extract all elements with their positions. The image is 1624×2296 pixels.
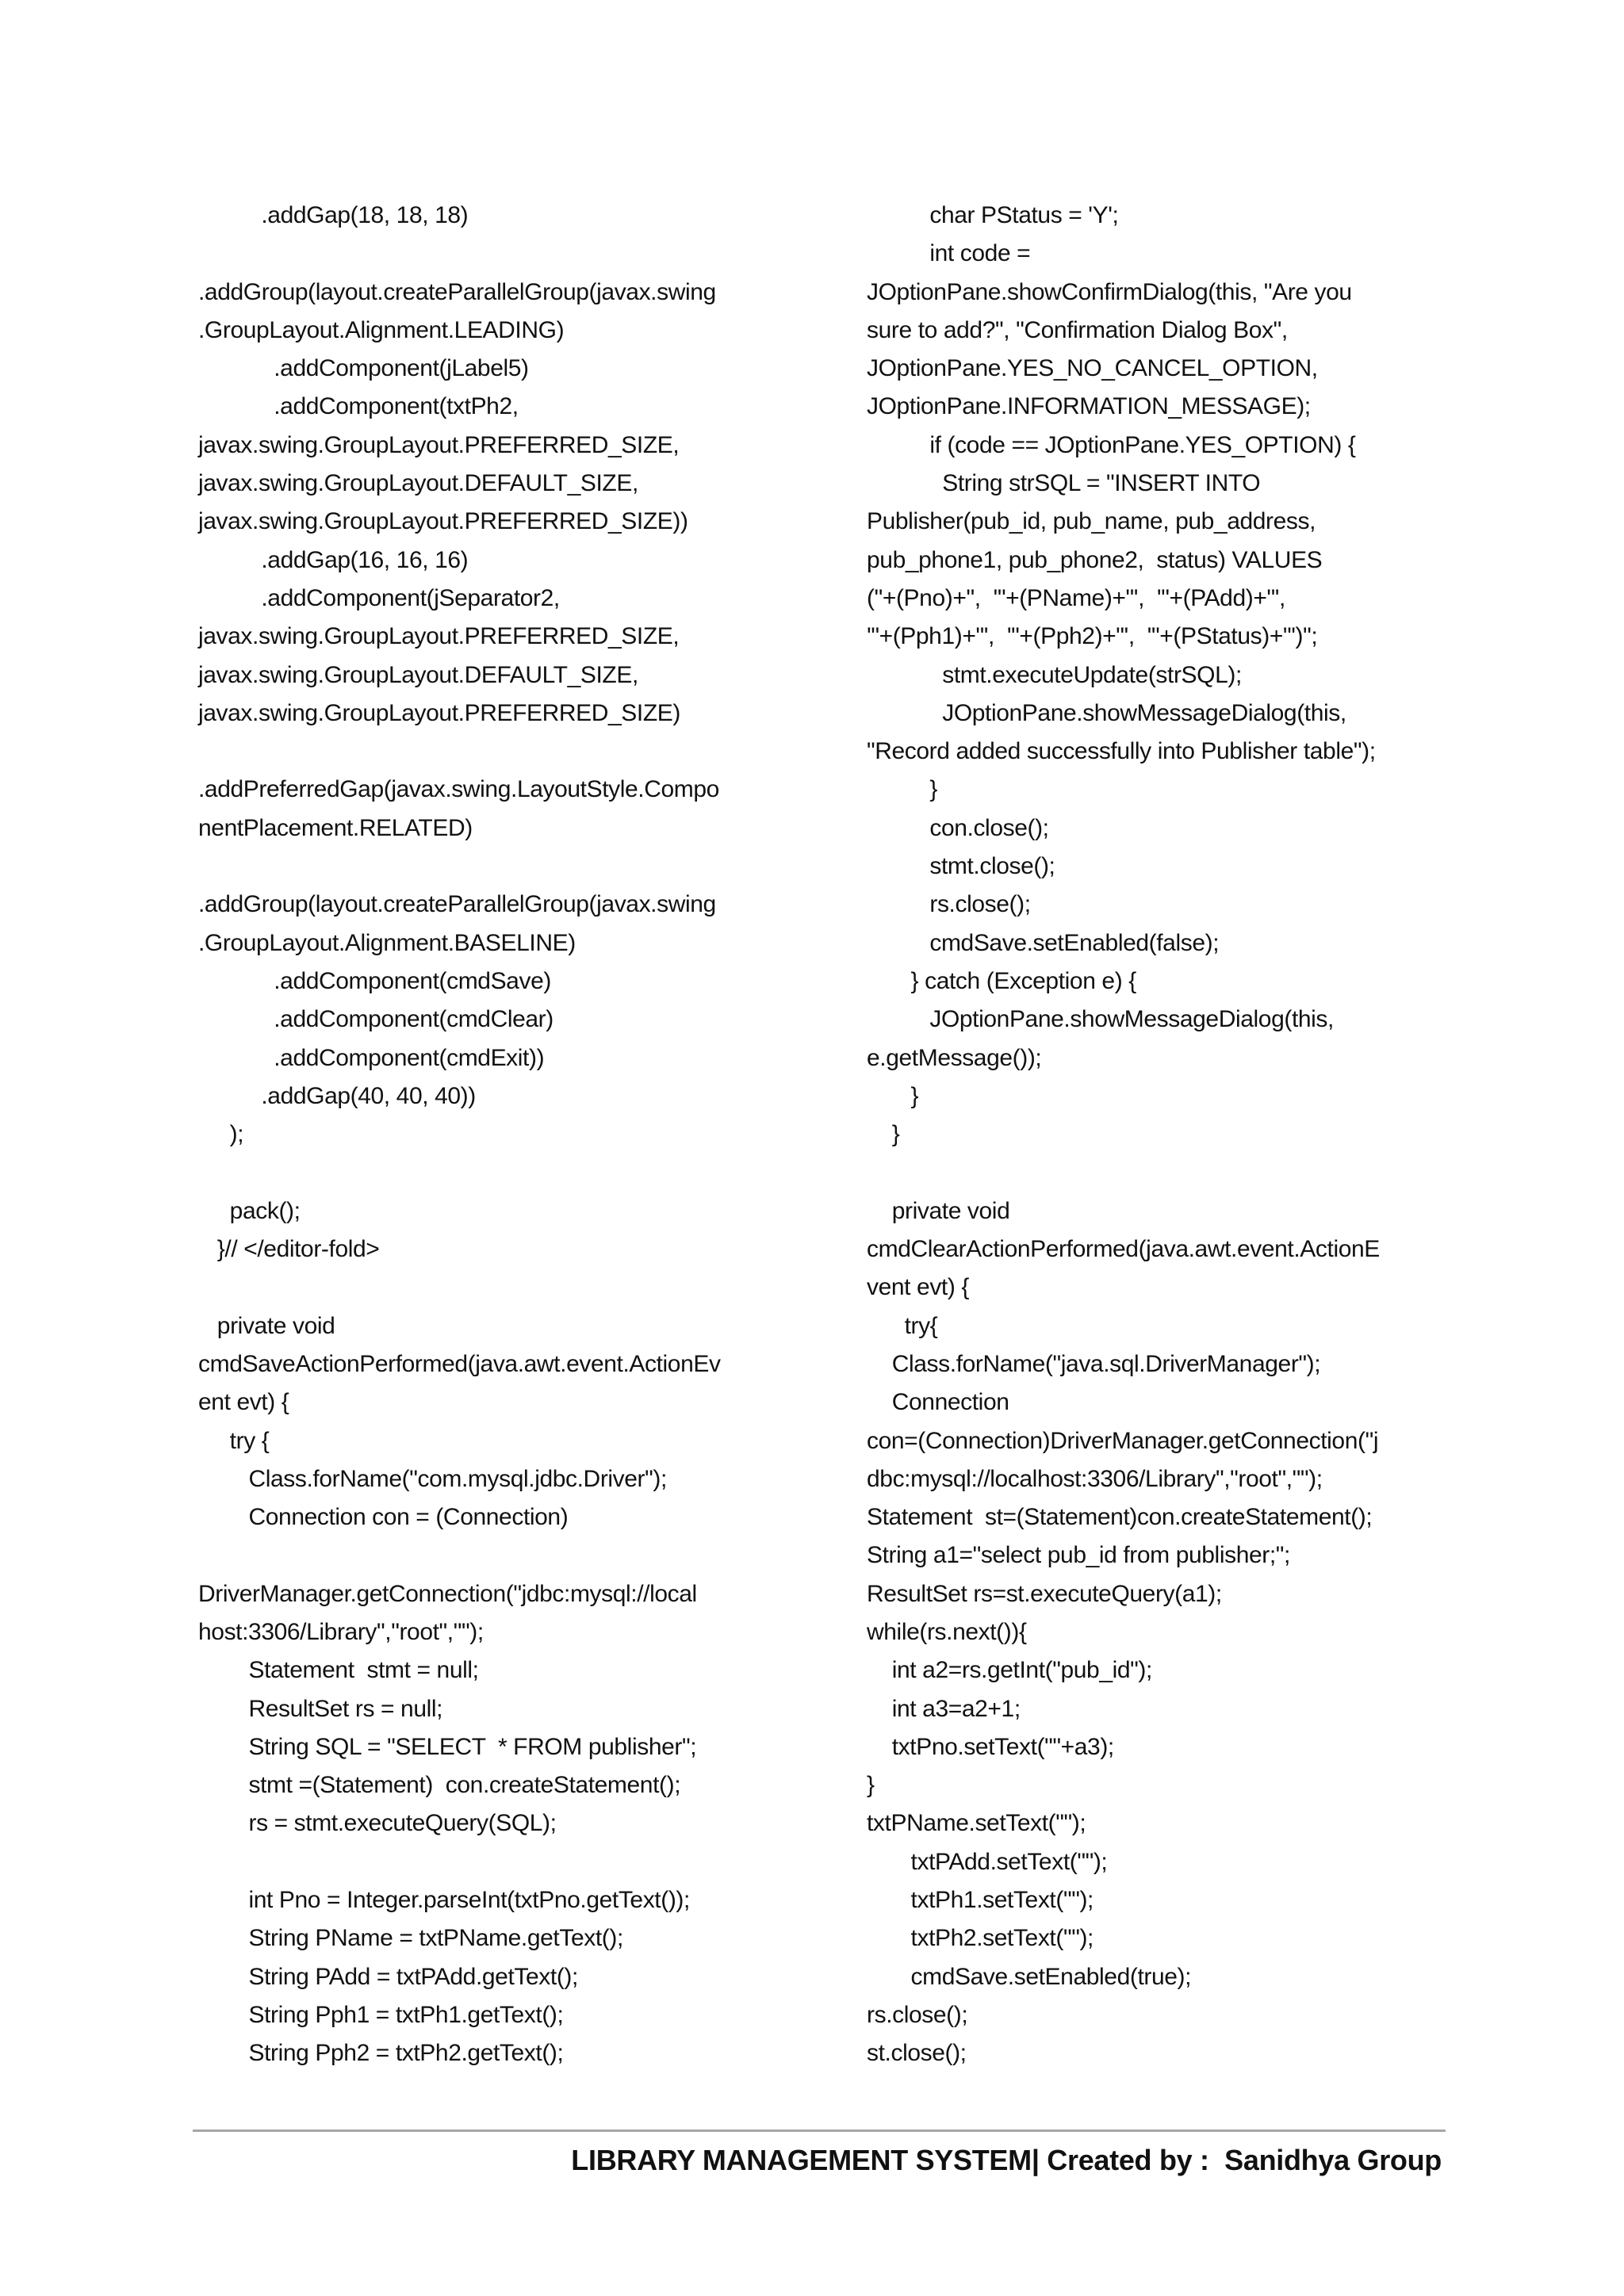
code-line: cmdClearActionPerformed(java.awt.event.ActionE bbox=[867, 1236, 1380, 1263]
code-line: JOptionPane.showMessageDialog(this, bbox=[867, 1006, 1334, 1033]
code-line bbox=[198, 1843, 817, 1881]
code-line: int code = bbox=[867, 240, 1031, 267]
code-line: e.getMessage()); bbox=[867, 1044, 1042, 1071]
code-line bbox=[198, 733, 817, 771]
code-line: sure to add?", "Confirmation Dialog Box", bbox=[867, 316, 1288, 343]
code-line: javax.swing.GroupLayout.DEFAULT_SIZE, bbox=[198, 470, 638, 497]
code-line: .GroupLayout.Alignment.BASELINE) bbox=[198, 929, 576, 956]
code-line: txtPName.setText(""); bbox=[867, 1810, 1086, 1837]
code-line: con.close(); bbox=[867, 814, 1049, 841]
code-line: String Pph2 = txtPh2.getText(); bbox=[198, 2040, 564, 2067]
code-line: int a2=rs.getInt("pub_id"); bbox=[867, 1657, 1152, 1684]
code-line: '"+(Pph1)+"', '"+(Pph2)+"', '"+(PStatus)+"')"; bbox=[867, 623, 1318, 650]
code-line: JOptionPane.YES_NO_CANCEL_OPTION, bbox=[867, 355, 1318, 382]
code-line: stmt.executeUpdate(strSQL); bbox=[867, 661, 1242, 688]
code-line: .addComponent(jSeparator2, bbox=[198, 584, 560, 611]
code-line: rs.close(); bbox=[867, 2001, 968, 2028]
code-line: javax.swing.GroupLayout.PREFERRED_SIZE) bbox=[198, 699, 680, 726]
code-line: rs = stmt.executeQuery(SQL); bbox=[198, 1810, 557, 1837]
code-line: String Pph1 = txtPh1.getText(); bbox=[198, 2001, 564, 2028]
code-line: txtPh2.setText(""); bbox=[867, 1925, 1094, 1952]
code-line: ); bbox=[198, 1121, 244, 1148]
code-line: .addComponent(txtPh2, bbox=[198, 393, 519, 420]
code-line: String strSQL = "INSERT INTO bbox=[867, 470, 1261, 497]
code-line: .GroupLayout.Alignment.LEADING) bbox=[198, 316, 565, 343]
code-line: } catch (Exception e) { bbox=[867, 967, 1136, 994]
code-line: vent evt) { bbox=[867, 1274, 970, 1301]
code-line: txtPh1.setText(""); bbox=[867, 1887, 1094, 1914]
code-line: Class.forName("com.mysql.jdbc.Driver"); bbox=[198, 1465, 667, 1492]
code-line bbox=[198, 848, 817, 886]
code-line: }// </editor-fold> bbox=[198, 1236, 380, 1263]
code-line: ResultSet rs = null; bbox=[198, 1695, 443, 1722]
code-line: while(rs.next()){ bbox=[867, 1618, 1027, 1645]
code-line: javax.swing.GroupLayout.PREFERRED_SIZE, bbox=[198, 623, 680, 650]
code-line: DriverManager.getConnection("jdbc:mysql://local bbox=[198, 1580, 697, 1607]
code-line: Connection con = (Connection) bbox=[198, 1504, 569, 1531]
code-line: } bbox=[867, 1121, 900, 1148]
code-line: private void bbox=[198, 1312, 335, 1339]
code-line: Publisher(pub_id, pub_name, pub_address, bbox=[867, 508, 1316, 535]
code-line bbox=[198, 1154, 817, 1192]
code-line: String SQL = "SELECT * FROM publisher"; bbox=[198, 1733, 697, 1760]
code-line: JOptionPane.showConfirmDialog(this, "Are you bbox=[867, 278, 1352, 305]
code-line: .addGroup(layout.createParallelGroup(javax.swing bbox=[198, 278, 716, 305]
code-line: .addComponent(cmdClear) bbox=[198, 1006, 553, 1033]
code-line: } bbox=[867, 776, 937, 803]
code-line: nentPlacement.RELATED) bbox=[198, 814, 473, 841]
code-line: JOptionPane.showMessageDialog(this, bbox=[867, 699, 1346, 726]
code-column-left bbox=[198, 197, 817, 2111]
code-line: .addComponent(cmdExit)) bbox=[198, 1044, 545, 1071]
code-line: int a3=a2+1; bbox=[867, 1695, 1021, 1722]
page-footer: LIBRARY MANAGEMENT SYSTEM| Created by : Sanidhya Group bbox=[571, 2144, 1442, 2176]
code-line: try { bbox=[198, 1427, 270, 1454]
code-line: String PAdd = txtPAdd.getText(); bbox=[198, 1963, 578, 1990]
code-line: .addGroup(layout.createParallelGroup(javax.swing bbox=[198, 891, 716, 918]
code-line: String PName = txtPName.getText(); bbox=[198, 1925, 623, 1952]
code-line: char PStatus = 'Y'; bbox=[867, 202, 1119, 228]
code-line: pack(); bbox=[198, 1197, 301, 1224]
code-line: ent evt) { bbox=[198, 1389, 289, 1416]
code-line: Statement stmt = null; bbox=[198, 1657, 479, 1684]
code-line: .addGap(16, 16, 16) bbox=[198, 546, 469, 573]
code-line: try{ bbox=[867, 1312, 938, 1339]
code-line: pub_phone1, pub_phone2, status) VALUES bbox=[867, 546, 1323, 573]
code-line bbox=[867, 1154, 1485, 1192]
code-line: host:3306/Library","root",""); bbox=[198, 1618, 484, 1645]
code-line bbox=[198, 2073, 817, 2111]
code-line bbox=[198, 1269, 817, 1307]
code-line bbox=[198, 1536, 817, 1575]
code-line: if (code == JOptionPane.YES_OPTION) { bbox=[867, 431, 1356, 458]
code-line: cmdSave.setEnabled(true); bbox=[867, 1963, 1192, 1990]
code-line: Statement st=(Statement)con.createStatement(); bbox=[867, 1504, 1373, 1531]
code-line: int Pno = Integer.parseInt(txtPno.getText()); bbox=[198, 1887, 690, 1914]
code-line: ("+(Pno)+", '"+(PName)+"', '"+(PAdd)+"', bbox=[867, 584, 1285, 611]
footer-divider bbox=[193, 2130, 1446, 2132]
code-line: st.close(); bbox=[867, 2040, 967, 2067]
code-line: stmt.close(); bbox=[867, 853, 1055, 880]
code-line: .addGap(40, 40, 40)) bbox=[198, 1082, 476, 1109]
code-line: con=(Connection)DriverManager.getConnection("j bbox=[867, 1427, 1379, 1454]
code-line: } bbox=[867, 1082, 919, 1109]
code-line: private void bbox=[867, 1197, 1010, 1224]
code-line: String a1="select pub_id from publisher;"; bbox=[867, 1542, 1290, 1569]
code-line: JOptionPane.INFORMATION_MESSAGE); bbox=[867, 393, 1311, 420]
code-line: Connection bbox=[867, 1389, 1009, 1416]
code-line bbox=[867, 2073, 1485, 2111]
code-line: javax.swing.GroupLayout.DEFAULT_SIZE, bbox=[198, 661, 638, 688]
code-line: stmt =(Statement) con.createStatement(); bbox=[198, 1772, 681, 1799]
code-line: .addPreferredGap(javax.swing.LayoutStyle.Compo bbox=[198, 776, 719, 803]
code-line: dbc:mysql://localhost:3306/Library","root",""); bbox=[867, 1465, 1323, 1492]
code-line: txtPno.setText(""+a3); bbox=[867, 1733, 1114, 1760]
code-line: javax.swing.GroupLayout.PREFERRED_SIZE)) bbox=[198, 508, 688, 535]
code-line: .addComponent(cmdSave) bbox=[198, 967, 551, 994]
code-line: Class.forName("java.sql.DriverManager"); bbox=[867, 1350, 1321, 1377]
code-line: .addGap(18, 18, 18) bbox=[198, 202, 469, 228]
code-line: javax.swing.GroupLayout.PREFERRED_SIZE, bbox=[198, 431, 680, 458]
code-line: ResultSet rs=st.executeQuery(a1); bbox=[867, 1580, 1222, 1607]
code-line: .addComponent(jLabel5) bbox=[198, 355, 529, 382]
code-line: } bbox=[867, 1772, 875, 1799]
code-line: rs.close(); bbox=[867, 891, 1031, 918]
code-line bbox=[198, 235, 817, 273]
code-line: cmdSave.setEnabled(false); bbox=[867, 929, 1220, 956]
code-line: txtPAdd.setText(""); bbox=[867, 1848, 1108, 1875]
code-column-right bbox=[867, 197, 1485, 2111]
code-line: "Record added successfully into Publisher table"); bbox=[867, 738, 1376, 765]
code-line: cmdSaveActionPerformed(java.awt.event.ActionEv bbox=[198, 1350, 721, 1377]
